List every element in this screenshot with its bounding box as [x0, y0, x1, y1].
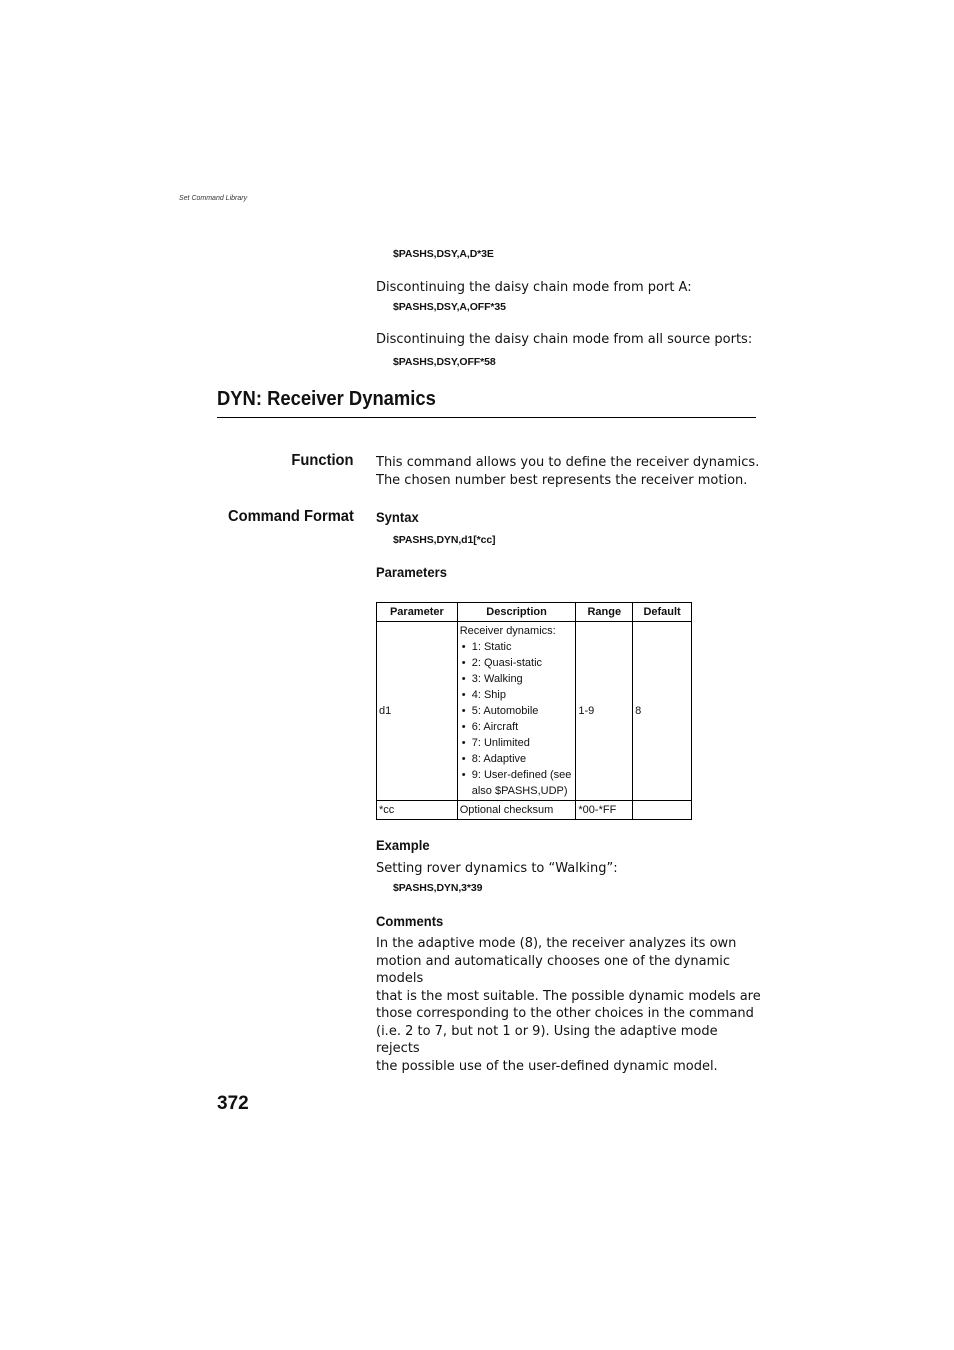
function-line-1: This command allows you to define the receiver dynamics.	[376, 455, 760, 470]
example-heading: Example	[376, 837, 430, 853]
cell-parameter: *cc	[377, 801, 458, 820]
section-title: DYN: Receiver Dynamics	[217, 388, 436, 410]
command-example-dsy-a-off: $PASHS,DSY,A,OFF*35	[393, 301, 506, 313]
comments-heading: Comments	[376, 913, 444, 929]
list-item: • 1: Static	[460, 639, 574, 655]
comments-line: the possible use of the user-defined dynamic model.	[376, 1058, 718, 1074]
list-item: • 9: User-defined (see also $PASHS,UDP)	[460, 767, 574, 799]
command-format-label: Command Format	[228, 508, 354, 525]
table-header-row	[377, 603, 692, 622]
cell-description: Optional checksum	[457, 801, 576, 820]
dynamics-list	[460, 639, 574, 799]
list-item: • 4: Ship	[460, 687, 574, 703]
list-item: • 8: Adaptive	[460, 751, 574, 767]
list-item: • 2: Quasi-static	[460, 655, 574, 671]
page-number: 372	[217, 1093, 249, 1114]
header-default: Default	[633, 603, 692, 622]
parameters-heading: Parameters	[376, 564, 447, 580]
example-text: Setting rover dynamics to “Walking”:	[376, 861, 618, 876]
list-item: • 6: Aircraft	[460, 719, 574, 735]
header-description: Description	[457, 603, 576, 622]
section-divider	[217, 417, 756, 418]
command-example-dsy-off: $PASHS,DSY,OFF*58	[393, 356, 496, 368]
list-item: • 7: Unlimited	[460, 735, 574, 751]
function-label: Function	[291, 452, 354, 469]
function-description	[376, 454, 759, 489]
example-command: $PASHS,DYN,3*39	[393, 882, 483, 894]
running-head: Set Command Library	[179, 195, 248, 202]
intro-text-all-ports: Discontinuing the daisy chain mode from all source ports:	[376, 332, 753, 347]
cell-default	[633, 801, 692, 820]
function-line-2: The chosen number best represents the receiver motion.	[376, 472, 748, 488]
comments-line: those corresponding to the other choices in the command	[376, 1006, 754, 1021]
cell-range: 1-9	[576, 622, 633, 801]
comments-line: motion and automatically chooses one of the dynamic models	[376, 953, 730, 986]
table-row	[377, 801, 692, 820]
command-example-dsy-ad: $PASHS,DSY,A,D*3E	[393, 248, 494, 260]
cell-range: *00-*FF	[576, 801, 633, 820]
syntax-command: $PASHS,DYN,d1[*cc]	[393, 534, 496, 546]
list-item: • 5: Automobile	[460, 703, 574, 719]
parameters-table	[376, 602, 692, 820]
intro-text-port-a: Discontinuing the daisy chain mode from port A:	[376, 280, 692, 295]
cell-default: 8	[633, 622, 692, 801]
comments-line: In the adaptive mode (8), the receiver analyzes its own	[376, 936, 737, 951]
list-item: • 3: Walking	[460, 671, 574, 687]
header-parameter: Parameter	[377, 603, 458, 622]
comments-line: that is the most suitable. The possible dynamic models are	[376, 988, 761, 1004]
comments-body	[376, 935, 761, 1075]
cell-description	[457, 622, 576, 801]
header-range: Range	[576, 603, 633, 622]
syntax-heading: Syntax	[376, 509, 419, 525]
description-title: Receiver dynamics:	[459, 625, 556, 637]
comments-line: (i.e. 2 to 7, but not 1 or 9). Using the adaptive mode rejects	[376, 1023, 718, 1056]
cell-parameter: d1	[377, 622, 458, 801]
table-row	[377, 622, 692, 801]
